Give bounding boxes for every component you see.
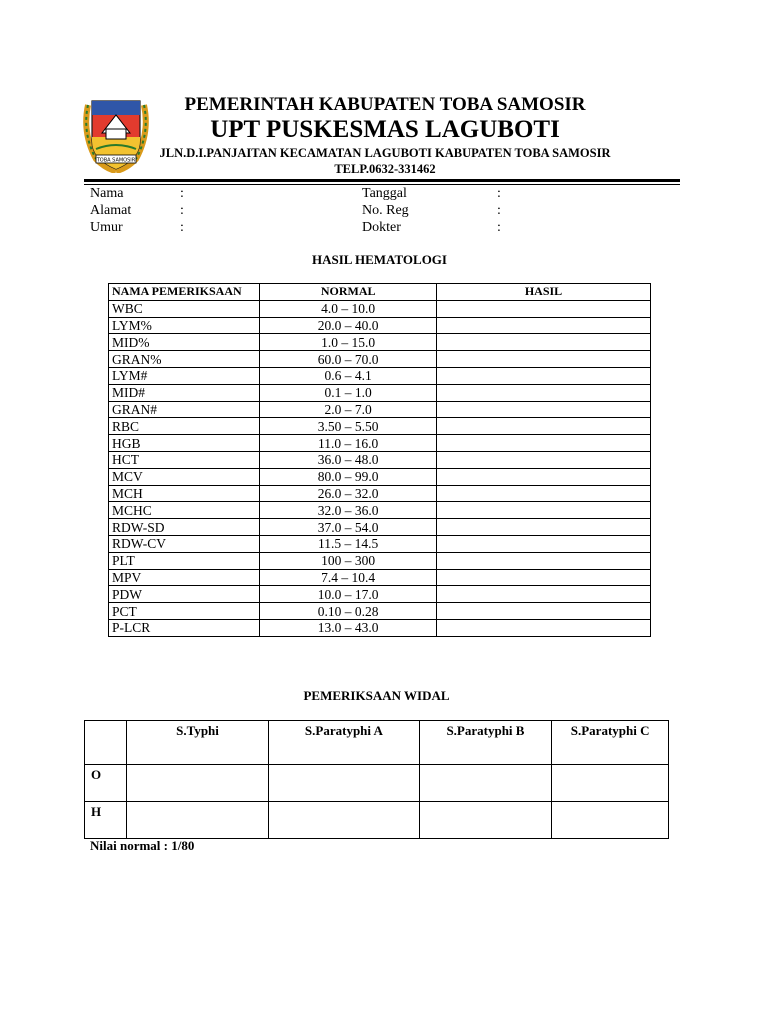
normal-range-cell: 10.0 – 17.0 bbox=[260, 586, 437, 603]
info-label-no-reg: No. Reg bbox=[362, 203, 409, 218]
normal-range-cell: 36.0 – 48.0 bbox=[260, 451, 437, 468]
table-row bbox=[109, 367, 651, 384]
table-row bbox=[109, 619, 651, 636]
widal-header-s-paratyphi-a: S.Paratyphi A bbox=[269, 721, 419, 765]
hematologi-header-row bbox=[109, 284, 651, 301]
info-label-dokter: Dokter bbox=[362, 220, 401, 235]
exam-name-cell: RDW-CV bbox=[109, 535, 260, 552]
result-cell bbox=[436, 619, 650, 636]
widal-table bbox=[84, 720, 669, 839]
widal-row-o bbox=[85, 765, 669, 802]
table-row bbox=[109, 418, 651, 435]
table-row bbox=[109, 384, 651, 401]
result-cell bbox=[436, 401, 650, 418]
widal-header-corner bbox=[85, 721, 127, 765]
exam-name-cell: GRAN# bbox=[109, 401, 260, 418]
table-row bbox=[109, 603, 651, 620]
exam-name-cell: P-LCR bbox=[109, 619, 260, 636]
exam-name-cell: HGB bbox=[109, 435, 260, 452]
exam-name-cell: RDW-SD bbox=[109, 519, 260, 536]
result-cell bbox=[436, 468, 650, 485]
normal-range-cell: 7.4 – 10.4 bbox=[260, 569, 437, 586]
info-row-dokter bbox=[362, 220, 501, 237]
exam-name-cell: HCT bbox=[109, 451, 260, 468]
table-row bbox=[109, 401, 651, 418]
normal-range-cell: 13.0 – 43.0 bbox=[260, 619, 437, 636]
normal-range-cell: 32.0 – 36.0 bbox=[260, 502, 437, 519]
result-cell bbox=[436, 334, 650, 351]
widal-row-label-o: O bbox=[85, 765, 127, 802]
table-row bbox=[109, 552, 651, 569]
header-divider-thick bbox=[84, 179, 680, 182]
exam-name-cell: RBC bbox=[109, 418, 260, 435]
hematologi-title: HASIL HEMATOLOGI bbox=[312, 252, 447, 267]
normal-range-cell: 11.5 – 14.5 bbox=[260, 535, 437, 552]
table-row bbox=[109, 519, 651, 536]
exam-name-cell: MCHC bbox=[109, 502, 260, 519]
kabupaten-emblem-logo bbox=[82, 93, 150, 173]
result-cell bbox=[436, 485, 650, 502]
exam-name-cell: LYM% bbox=[109, 317, 260, 334]
normal-range-cell: 80.0 – 99.0 bbox=[260, 468, 437, 485]
normal-range-cell: 0.1 – 1.0 bbox=[260, 384, 437, 401]
table-row bbox=[109, 451, 651, 468]
result-cell bbox=[436, 502, 650, 519]
widal-cell bbox=[269, 802, 419, 839]
result-cell bbox=[436, 435, 650, 452]
result-cell bbox=[436, 586, 650, 603]
normal-range-cell: 1.0 – 15.0 bbox=[260, 334, 437, 351]
widal-header-s-paratyphi-c: S.Paratyphi C bbox=[552, 721, 669, 765]
info-row-umur bbox=[90, 220, 184, 237]
normal-range-cell: 0.10 – 0.28 bbox=[260, 603, 437, 620]
table-row bbox=[109, 334, 651, 351]
exam-name-cell: MID% bbox=[109, 334, 260, 351]
widal-header-row bbox=[85, 721, 669, 765]
hematologi-table bbox=[108, 283, 651, 637]
widal-cell bbox=[552, 802, 669, 839]
normal-range-cell: 11.0 – 16.0 bbox=[260, 435, 437, 452]
table-row bbox=[109, 502, 651, 519]
exam-name-cell: PLT bbox=[109, 552, 260, 569]
normal-range-cell: 20.0 – 40.0 bbox=[260, 317, 437, 334]
exam-name-cell: GRAN% bbox=[109, 351, 260, 368]
normal-range-cell: 60.0 – 70.0 bbox=[260, 351, 437, 368]
table-row bbox=[109, 351, 651, 368]
exam-name-cell: MCV bbox=[109, 468, 260, 485]
result-cell bbox=[436, 317, 650, 334]
column-header-nama-pemeriksaan: NAMA PEMERIKSAAN bbox=[109, 284, 260, 301]
table-row bbox=[109, 317, 651, 334]
table-row bbox=[109, 535, 651, 552]
exam-name-cell: MID# bbox=[109, 384, 260, 401]
info-row-alamat bbox=[90, 203, 184, 220]
normal-range-cell: 100 – 300 bbox=[260, 552, 437, 569]
normal-range-cell: 37.0 – 54.0 bbox=[260, 519, 437, 536]
header-telephone: TELP.0632-331462 bbox=[334, 162, 436, 176]
widal-cell bbox=[126, 802, 268, 839]
normal-range-cell: 26.0 – 32.0 bbox=[260, 485, 437, 502]
result-cell bbox=[436, 569, 650, 586]
info-sep: : bbox=[497, 203, 501, 218]
column-header-hasil: HASIL bbox=[436, 284, 650, 301]
table-row bbox=[109, 485, 651, 502]
widal-header-s-typhi: S.Typhi bbox=[126, 721, 268, 765]
exam-name-cell: MPV bbox=[109, 569, 260, 586]
result-cell bbox=[436, 552, 650, 569]
exam-name-cell: PCT bbox=[109, 603, 260, 620]
info-label-tanggal: Tanggal bbox=[362, 186, 407, 201]
widal-row-h bbox=[85, 802, 669, 839]
result-cell bbox=[436, 418, 650, 435]
normal-range-cell: 2.0 – 7.0 bbox=[260, 401, 437, 418]
widal-cell bbox=[552, 765, 669, 802]
result-cell bbox=[436, 535, 650, 552]
info-label-nama: Nama bbox=[90, 186, 124, 201]
exam-name-cell: LYM# bbox=[109, 367, 260, 384]
table-row bbox=[109, 569, 651, 586]
table-row bbox=[109, 586, 651, 603]
exam-name-cell: PDW bbox=[109, 586, 260, 603]
widal-header-s-paratyphi-b: S.Paratyphi B bbox=[419, 721, 552, 765]
normal-range-cell: 0.6 – 4.1 bbox=[260, 367, 437, 384]
info-sep: : bbox=[497, 220, 501, 235]
info-row-nama bbox=[90, 186, 184, 203]
header-government: PEMERINTAH KABUPATEN TOBA SAMOSIR bbox=[184, 94, 586, 115]
result-cell bbox=[436, 519, 650, 536]
table-row bbox=[109, 435, 651, 452]
result-cell bbox=[436, 384, 650, 401]
column-header-normal: NORMAL bbox=[260, 284, 437, 301]
header-puskesmas-name: UPT PUSKESMAS LAGUBOTI bbox=[210, 116, 560, 143]
result-cell bbox=[436, 367, 650, 384]
normal-range-cell: 3.50 – 5.50 bbox=[260, 418, 437, 435]
patient-info-left bbox=[90, 186, 184, 237]
patient-info-right bbox=[362, 186, 501, 237]
info-label-umur: Umur bbox=[90, 220, 123, 235]
info-row-tanggal bbox=[362, 186, 501, 203]
info-sep: : bbox=[180, 203, 184, 218]
result-cell bbox=[436, 451, 650, 468]
info-sep: : bbox=[180, 186, 184, 201]
emblem-ribbon-text: TOBA SAMOSIR bbox=[96, 157, 136, 164]
result-cell bbox=[436, 300, 650, 317]
result-cell bbox=[436, 603, 650, 620]
widal-title: PEMERIKSAAN WIDAL bbox=[303, 688, 450, 703]
widal-cell bbox=[419, 765, 552, 802]
normal-range-cell: 4.0 – 10.0 bbox=[260, 300, 437, 317]
header-address: JLN.D.I.PANJAITAN KECAMATAN LAGUBOTI KABUPATEN TOBA SAMOSIR bbox=[159, 146, 611, 160]
info-sep: : bbox=[497, 186, 501, 201]
info-sep: : bbox=[180, 220, 184, 235]
info-row-no-reg bbox=[362, 203, 501, 220]
widal-row-label-h: H bbox=[85, 802, 127, 839]
header-divider-thin bbox=[84, 184, 680, 185]
table-row bbox=[109, 300, 651, 317]
widal-cell bbox=[269, 765, 419, 802]
widal-nilai-normal: Nilai normal : 1/80 bbox=[90, 838, 195, 853]
widal-cell bbox=[126, 765, 268, 802]
table-row bbox=[109, 468, 651, 485]
exam-name-cell: MCH bbox=[109, 485, 260, 502]
info-label-alamat: Alamat bbox=[90, 203, 132, 218]
exam-name-cell: WBC bbox=[109, 300, 260, 317]
hematologi-body bbox=[109, 300, 651, 636]
widal-cell bbox=[419, 802, 552, 839]
result-cell bbox=[436, 351, 650, 368]
